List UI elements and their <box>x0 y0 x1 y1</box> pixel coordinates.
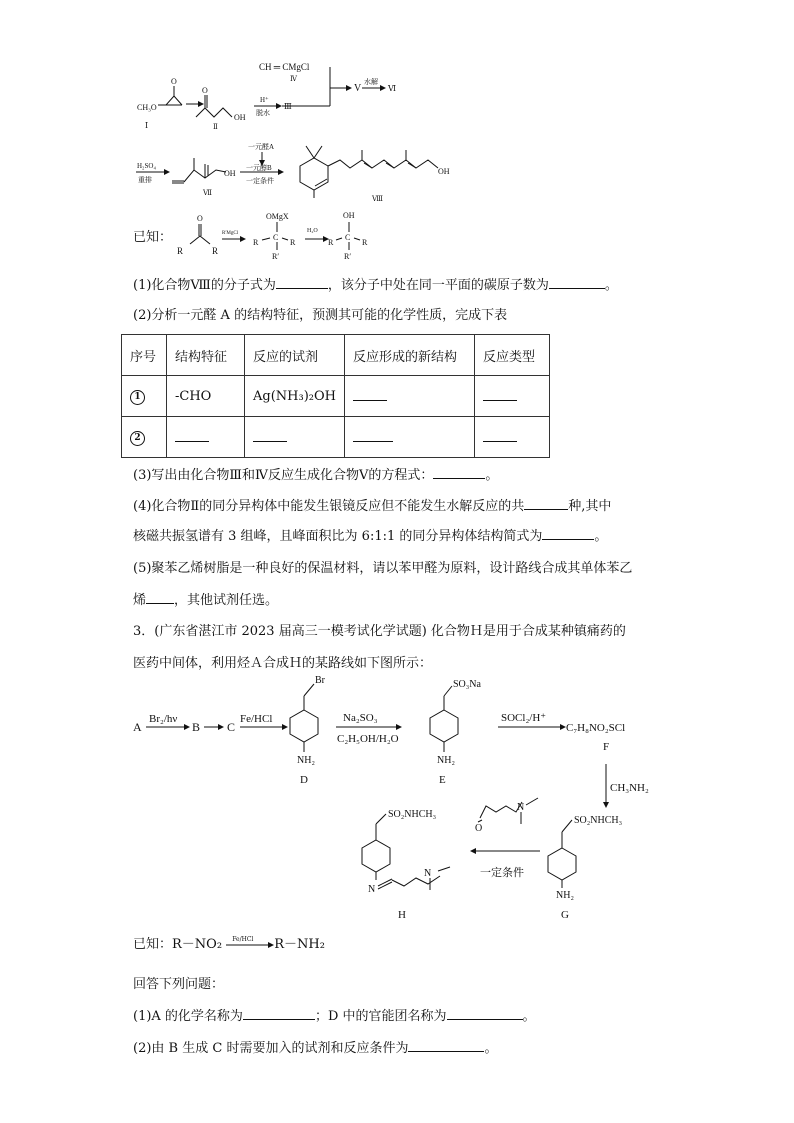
table-header: 序号 <box>122 335 167 376</box>
question-1: (1)化合物Ⅷ的分子式为 ，该分子中处在同一平面的碳原子数为 。 <box>133 278 618 293</box>
question-5: (5)聚苯乙烯树脂是一种良好的保温材料，请以苯甲醛为原料，设计路线合成其单体苯乙 <box>133 561 633 576</box>
label-viii: Ⅷ <box>372 195 384 203</box>
answer-blank[interactable] <box>524 497 568 510</box>
question-4-cont: 核磁共振氢谱有 3 组峰，且峰面积比为 6:1:1 的同分异构体结构简式为 。 <box>133 529 608 544</box>
svg-text:Br: Br <box>315 675 325 686</box>
svg-text:O: O <box>475 823 483 834</box>
svg-text:H₂O: H₂O <box>307 228 318 234</box>
problem-3-intro: 3．(广东省湛江市 2023 届高三一模考试化学试题) 化合物Ｈ是用于合成某种镇痛药的 <box>133 624 626 639</box>
answer-blank[interactable] <box>474 417 549 458</box>
reagent-iv: CH ═ CMgCl <box>259 62 310 72</box>
table-header-row <box>122 335 550 376</box>
synthesis-scheme-1 <box>0 0 794 220</box>
label-g: G <box>561 909 569 921</box>
answer-blank[interactable] <box>344 417 474 458</box>
answer-blank[interactable] <box>474 376 549 417</box>
svg-text:O: O <box>197 214 203 223</box>
answer-blank[interactable] <box>549 276 605 289</box>
question-3-2: (2)由 B 生成 C 时需要加入的试剂和反应条件为 。 <box>133 1041 498 1056</box>
svg-text:R: R <box>328 238 334 247</box>
label-i: Ⅰ <box>145 121 149 130</box>
synthesis-scheme-2 <box>0 670 794 930</box>
known-reaction-1 <box>170 210 470 270</box>
svg-text:N: N <box>517 802 525 813</box>
answer-blank[interactable] <box>542 527 594 540</box>
table-header: 反应的试剂 <box>245 335 345 376</box>
svg-text:SO₂NHCH₃: SO₂NHCH₃ <box>388 809 437 820</box>
svg-text:N: N <box>368 884 376 895</box>
svg-text:O: O <box>171 77 177 86</box>
svg-text:OH: OH <box>224 169 236 178</box>
compound-c: C <box>227 720 236 734</box>
svg-text:SO₃Na: SO₃Na <box>453 679 481 690</box>
hydrolysis: 水解 <box>364 78 378 86</box>
answer-blank[interactable] <box>344 376 474 417</box>
label-vii: Ⅶ <box>203 189 213 197</box>
svg-text:NH₂: NH₂ <box>437 755 455 766</box>
problem-3-intro-cont: 医药中间体，利用烃Ａ合成Ｈ的某路线如下图所示： <box>133 656 433 671</box>
svg-text:H⁺: H⁺ <box>260 96 269 104</box>
structure-feature: -CHO <box>167 376 245 417</box>
label-iii: Ⅲ <box>284 102 292 111</box>
answer-blank[interactable] <box>447 1007 523 1020</box>
ch3o-text: CH₃O <box>137 103 157 112</box>
svg-text:R′: R′ <box>272 252 280 261</box>
svg-text:R′MgCl: R′MgCl <box>222 231 239 236</box>
svg-text:CH₃NH₂: CH₃NH₂ <box>610 782 649 794</box>
svg-text:一定条件: 一定条件 <box>480 867 524 879</box>
answer-blank[interactable] <box>245 417 345 458</box>
compound-f: C₇H₈NO₂SCl <box>566 722 626 734</box>
answer-blank[interactable] <box>146 591 174 604</box>
svg-text:C₂H₅OH/H₂O: C₂H₅OH/H₂O <box>337 733 399 745</box>
label-ii: Ⅱ <box>213 123 218 131</box>
table-row <box>122 376 550 417</box>
table-header: 结构特征 <box>167 335 245 376</box>
svg-text:R: R <box>177 246 184 256</box>
known-label-1: 已知： <box>133 230 173 245</box>
answer-blank[interactable] <box>167 417 245 458</box>
answer-blank[interactable] <box>433 466 485 479</box>
question-5-cont: 烯 ，其他试剂任选。 <box>133 593 279 608</box>
svg-text:OH: OH <box>234 113 246 122</box>
svg-text:重排: 重排 <box>138 176 152 184</box>
svg-text:R: R <box>253 238 259 247</box>
table-header: 反应形成的新结构 <box>344 335 474 376</box>
known-reaction-2: 已知：R－NO₂ Fe/HCl R－NH₂ <box>133 935 325 952</box>
question-3: (3)写出由化合物Ⅲ和Ⅳ反应生成化合物Ⅴ的方程式： 。 <box>133 468 499 483</box>
svg-text:R: R <box>212 246 219 256</box>
table-row <box>122 417 550 458</box>
svg-text:C: C <box>345 233 351 242</box>
label-vi: Ⅵ <box>388 84 397 93</box>
svg-text:一定条件: 一定条件 <box>246 177 274 185</box>
reagent: Ag(NH₃)₂OH <box>245 376 345 417</box>
svg-text:脱水: 脱水 <box>256 109 270 117</box>
answer-blank[interactable] <box>408 1039 484 1052</box>
svg-text:R′: R′ <box>344 252 352 261</box>
svg-text:一元醇B: 一元醇B <box>246 164 272 172</box>
svg-text:O: O <box>202 86 208 95</box>
svg-text:Fe/HCl: Fe/HCl <box>240 713 273 725</box>
svg-text:SO₂NHCH₃: SO₂NHCH₃ <box>574 815 623 826</box>
svg-text:Na₂SO₃: Na₂SO₃ <box>343 712 378 724</box>
question-4: (4)化合物Ⅱ的同分异构体中能发生银镜反应但不能发生水解反应的共 种,其中 <box>133 499 612 514</box>
properties-table <box>121 334 550 458</box>
answer-blank[interactable] <box>243 1007 315 1020</box>
table-header: 反应类型 <box>474 335 549 376</box>
label-h: H <box>398 909 406 921</box>
compound-a: A <box>133 720 142 734</box>
compound-v: V <box>354 83 362 94</box>
row-number: 1 <box>122 376 167 417</box>
label-d: D <box>300 774 308 786</box>
svg-text:SOCl₂/H⁺: SOCl₂/H⁺ <box>501 712 547 724</box>
answer-prompt: 回答下列问题： <box>133 977 225 992</box>
svg-text:OMgX: OMgX <box>266 212 289 221</box>
svg-text:R: R <box>362 238 368 247</box>
svg-text:NH₂: NH₂ <box>556 890 574 901</box>
svg-text:Br₂/hν: Br₂/hν <box>149 713 178 725</box>
svg-text:OH: OH <box>343 211 355 220</box>
svg-text:R: R <box>290 238 296 247</box>
svg-text:C: C <box>273 233 279 242</box>
label-e: E <box>439 774 446 786</box>
question-3-1: (1)A 的化学名称为 ；D 中的官能团名称为 。 <box>133 1009 536 1024</box>
svg-text:一元醛A: 一元醛A <box>248 143 275 151</box>
compound-b: B <box>192 720 201 734</box>
label-f: F <box>603 741 610 753</box>
svg-text:N: N <box>424 868 432 879</box>
svg-text:OH: OH <box>438 167 450 176</box>
answer-blank[interactable] <box>276 276 328 289</box>
svg-text:NH₂: NH₂ <box>297 755 315 766</box>
question-2: (2)分析一元醛 A 的结构特征，预测其可能的化学性质，完成下表 <box>133 308 508 323</box>
row-number: 2 <box>122 417 167 458</box>
label-iv: Ⅳ <box>290 75 297 83</box>
svg-text:H₂SO₄: H₂SO₄ <box>137 162 156 170</box>
